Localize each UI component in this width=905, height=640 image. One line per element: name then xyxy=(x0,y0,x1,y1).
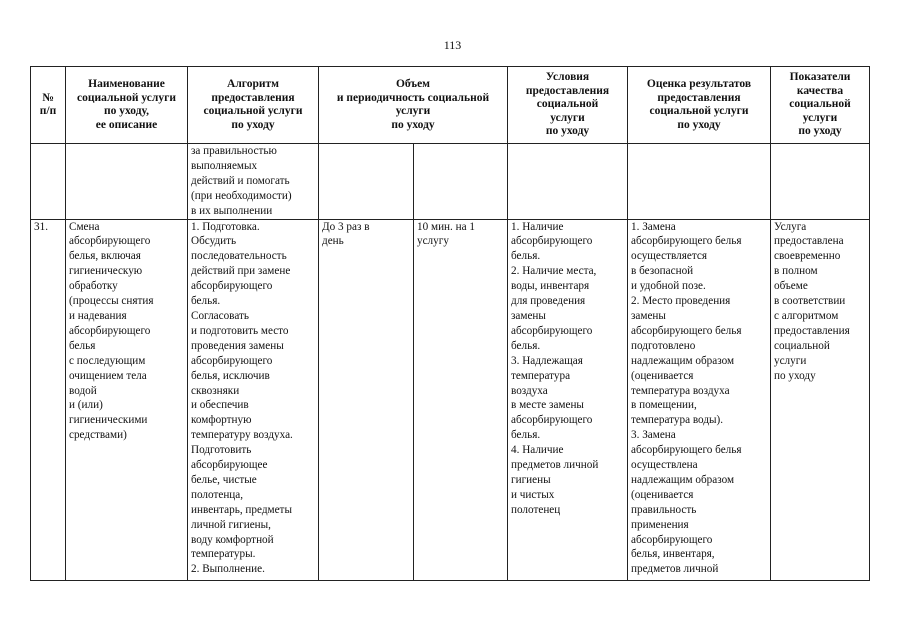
text-line: в месте замены xyxy=(511,399,584,412)
text-line: белья. xyxy=(511,250,541,263)
text-line: предоставлена xyxy=(774,235,844,248)
row-volume-cell xyxy=(319,219,414,580)
text-line: белья xyxy=(69,339,96,352)
text-line: объеме xyxy=(774,280,808,293)
text-line: ее описание xyxy=(95,118,158,131)
text-line: абсорбирующего xyxy=(511,235,593,248)
row-conditions-cell xyxy=(508,219,628,580)
header-service-name xyxy=(66,67,188,144)
text-line: (оценивается xyxy=(631,369,694,382)
text-line: последовательность xyxy=(191,250,287,263)
text-line: услуги xyxy=(550,111,585,124)
text-line: 3. Замена xyxy=(631,429,676,442)
text-line: социальной услуги xyxy=(77,91,176,104)
text-line: по уходу, xyxy=(103,105,150,117)
text-line: Согласовать xyxy=(191,309,249,322)
text-line: (оценивается xyxy=(631,488,694,501)
text-line: и (или) xyxy=(69,399,103,412)
cont-conditions-cell xyxy=(508,144,628,220)
header-number xyxy=(31,67,66,144)
text-line: абсорбирующего белья xyxy=(631,444,742,457)
text-line: п/п xyxy=(39,105,57,117)
header-row xyxy=(31,67,870,144)
text-line: услугу xyxy=(417,235,449,248)
text-line: социальной xyxy=(536,98,599,111)
text-line: сквозняки xyxy=(191,384,240,397)
text-line: № xyxy=(42,91,54,104)
text-line: применения xyxy=(631,518,689,531)
text-line: Условия xyxy=(545,71,590,84)
text-line: предоставления xyxy=(211,91,295,104)
text-line: 2. Место проведения xyxy=(631,295,731,308)
header-algorithm xyxy=(188,67,319,144)
text-line: 3. Надлежащая xyxy=(511,354,583,367)
text-line: Обсудить xyxy=(191,235,237,248)
text-line: 2. Выполнение. xyxy=(191,563,265,576)
row-quality-cell xyxy=(771,219,870,580)
text-line: средствами) xyxy=(69,429,127,442)
text-line: услуги xyxy=(802,111,838,124)
text-line: в безопасной xyxy=(631,265,694,278)
text-line: качества xyxy=(796,84,844,97)
cont-evaluation-cell xyxy=(628,144,771,220)
cont-volume-cell xyxy=(319,144,414,220)
text-line: с алгоритмом xyxy=(774,309,839,322)
text-line: 10 мин. на 1 xyxy=(417,220,475,233)
text-line: предоставления xyxy=(774,324,850,337)
row-name-cell xyxy=(66,219,188,580)
text-line: белья. xyxy=(191,295,221,308)
text-line: по уходу xyxy=(545,125,590,138)
text-line: в полном xyxy=(774,265,818,278)
header-conditions xyxy=(508,67,628,144)
text-line: осуществлена xyxy=(631,459,698,472)
text-line: Алгоритм xyxy=(227,78,279,90)
text-line: абсорбирующего xyxy=(69,324,151,337)
text-line: осуществляется xyxy=(631,250,707,263)
text-line: Смена xyxy=(69,220,100,233)
text-line: предоставления xyxy=(525,84,610,97)
text-line: проведения замены xyxy=(191,339,284,352)
text-line: за правильностью xyxy=(191,145,277,157)
text-line: личной гигиены, xyxy=(191,518,271,531)
text-line: по уходу xyxy=(677,118,721,131)
table-row xyxy=(31,219,870,580)
text-line: по уходу xyxy=(798,125,842,138)
text-line: социальной услуги xyxy=(203,105,303,117)
text-line: 4. Наличие xyxy=(511,444,564,457)
text-line: и удобной позе. xyxy=(631,280,706,293)
text-line: по уходу xyxy=(391,118,435,131)
text-line: абсорбирующего xyxy=(191,354,273,367)
row-algorithm-cell xyxy=(188,219,319,580)
text-line: комфортную xyxy=(191,414,252,427)
text-line: подготовлено xyxy=(631,339,696,352)
text-line: воды, инвентаря xyxy=(511,280,590,293)
text-line: социальной услуги xyxy=(649,105,749,117)
text-line: день xyxy=(322,235,344,248)
text-line: полотенца, xyxy=(191,488,244,501)
text-line: надлежащим образом xyxy=(631,354,735,367)
text-line: гигиеническими xyxy=(69,414,148,427)
text-line: абсорбирующего xyxy=(511,324,593,337)
page-number: 113 xyxy=(443,38,462,52)
text-line: 1. Замена xyxy=(631,220,676,233)
row-number-cell: 31. xyxy=(31,219,66,580)
text-line: по уходу xyxy=(774,369,816,382)
text-line: замены xyxy=(631,309,666,322)
text-line: гигиеническую xyxy=(69,265,143,278)
text-line: белья, исключив xyxy=(191,369,270,382)
text-line: (при необходимости) xyxy=(191,189,292,202)
text-line: Услуга xyxy=(774,220,807,233)
text-line: услуги xyxy=(774,354,807,367)
text-line: своевременно xyxy=(774,250,841,263)
text-line: Подготовить xyxy=(191,444,252,457)
text-line: температуру воздуха. xyxy=(191,429,293,442)
text-line: Оценка результатов xyxy=(646,78,752,90)
text-line: водой xyxy=(69,384,97,397)
continuation-row xyxy=(31,144,870,220)
text-line: 1. Подготовка. xyxy=(191,220,260,233)
text-line: До 3 раз в xyxy=(322,220,370,233)
text-line: в их выполнении xyxy=(191,204,273,217)
text-line: и надевания xyxy=(69,309,127,322)
text-line: гигиены xyxy=(511,473,551,486)
cont-periodicity-cell xyxy=(414,144,508,220)
header-evaluation xyxy=(628,67,771,144)
text-line: Наименование xyxy=(88,78,165,90)
text-line: абсорбирующее xyxy=(191,459,268,472)
text-line: абсорбирующего xyxy=(511,414,593,427)
text-line: температура воды). xyxy=(631,414,724,427)
text-line: действий при замене xyxy=(191,265,291,278)
text-line: белья, инвентаря, xyxy=(631,548,715,561)
text-line: абсорбирующего xyxy=(69,235,151,248)
text-line: выполняемых xyxy=(191,159,258,172)
text-line: полотенец xyxy=(511,503,561,516)
text-line: абсорбирующего белья xyxy=(631,324,742,337)
text-line: белья. xyxy=(511,339,541,352)
text-line: температуры. xyxy=(191,548,256,561)
text-line: в помещении, xyxy=(631,399,697,412)
text-line: воздуха xyxy=(511,384,548,397)
text-line: социальной xyxy=(774,339,830,352)
text-line: и периодичность социальной xyxy=(336,91,490,104)
text-line: Показатели xyxy=(789,71,851,84)
text-line: с последующим xyxy=(69,354,146,367)
text-line: абсорбирующего xyxy=(191,280,273,293)
text-line: замены xyxy=(511,309,546,322)
text-line: температура xyxy=(511,369,571,382)
text-line: услуги xyxy=(395,105,431,117)
row-periodicity-cell xyxy=(414,219,508,580)
services-table xyxy=(30,66,870,581)
cont-name-cell xyxy=(66,144,188,220)
text-line: абсорбирующего белья xyxy=(631,235,742,248)
text-line: абсорбирующего xyxy=(631,533,713,546)
text-line: социальной xyxy=(789,98,851,111)
text-line: обработку xyxy=(69,280,118,293)
text-line: белья, включая xyxy=(69,250,141,263)
text-line: 2. Наличие места, xyxy=(511,265,597,278)
text-line: очищением тела xyxy=(69,369,147,382)
text-line: белье, чистые xyxy=(191,473,257,486)
text-line: Объем xyxy=(395,78,431,90)
text-line: по уходу xyxy=(231,118,275,131)
header-quality xyxy=(771,67,870,144)
cont-number-cell xyxy=(31,144,66,220)
text-line: и подготовить место xyxy=(191,324,289,337)
text-line: температура воздуха xyxy=(631,384,730,397)
text-line: белья. xyxy=(511,429,541,442)
header-volume xyxy=(319,67,508,144)
cont-quality-cell xyxy=(771,144,870,220)
text-line: в соответствии xyxy=(774,295,846,308)
text-line: и чистых xyxy=(511,488,555,501)
text-line: (процессы снятия xyxy=(69,295,154,308)
text-line: предметов личной xyxy=(631,563,719,576)
text-line: правильность xyxy=(631,503,697,516)
text-line: действий и помогать xyxy=(191,174,290,187)
text-line: предоставления xyxy=(657,91,741,104)
text-line: 1. Наличие xyxy=(511,220,564,233)
text-line: надлежащим образом xyxy=(631,473,735,486)
text-line: для проведения xyxy=(511,295,586,308)
text-line: и обеспечив xyxy=(191,399,249,412)
text-line: инвентарь, предметы xyxy=(191,503,292,516)
text-line: воду комфортной xyxy=(191,533,274,546)
text-line: предметов личной xyxy=(511,459,599,472)
cont-algorithm-cell xyxy=(188,144,319,220)
row-evaluation-cell xyxy=(628,219,771,580)
